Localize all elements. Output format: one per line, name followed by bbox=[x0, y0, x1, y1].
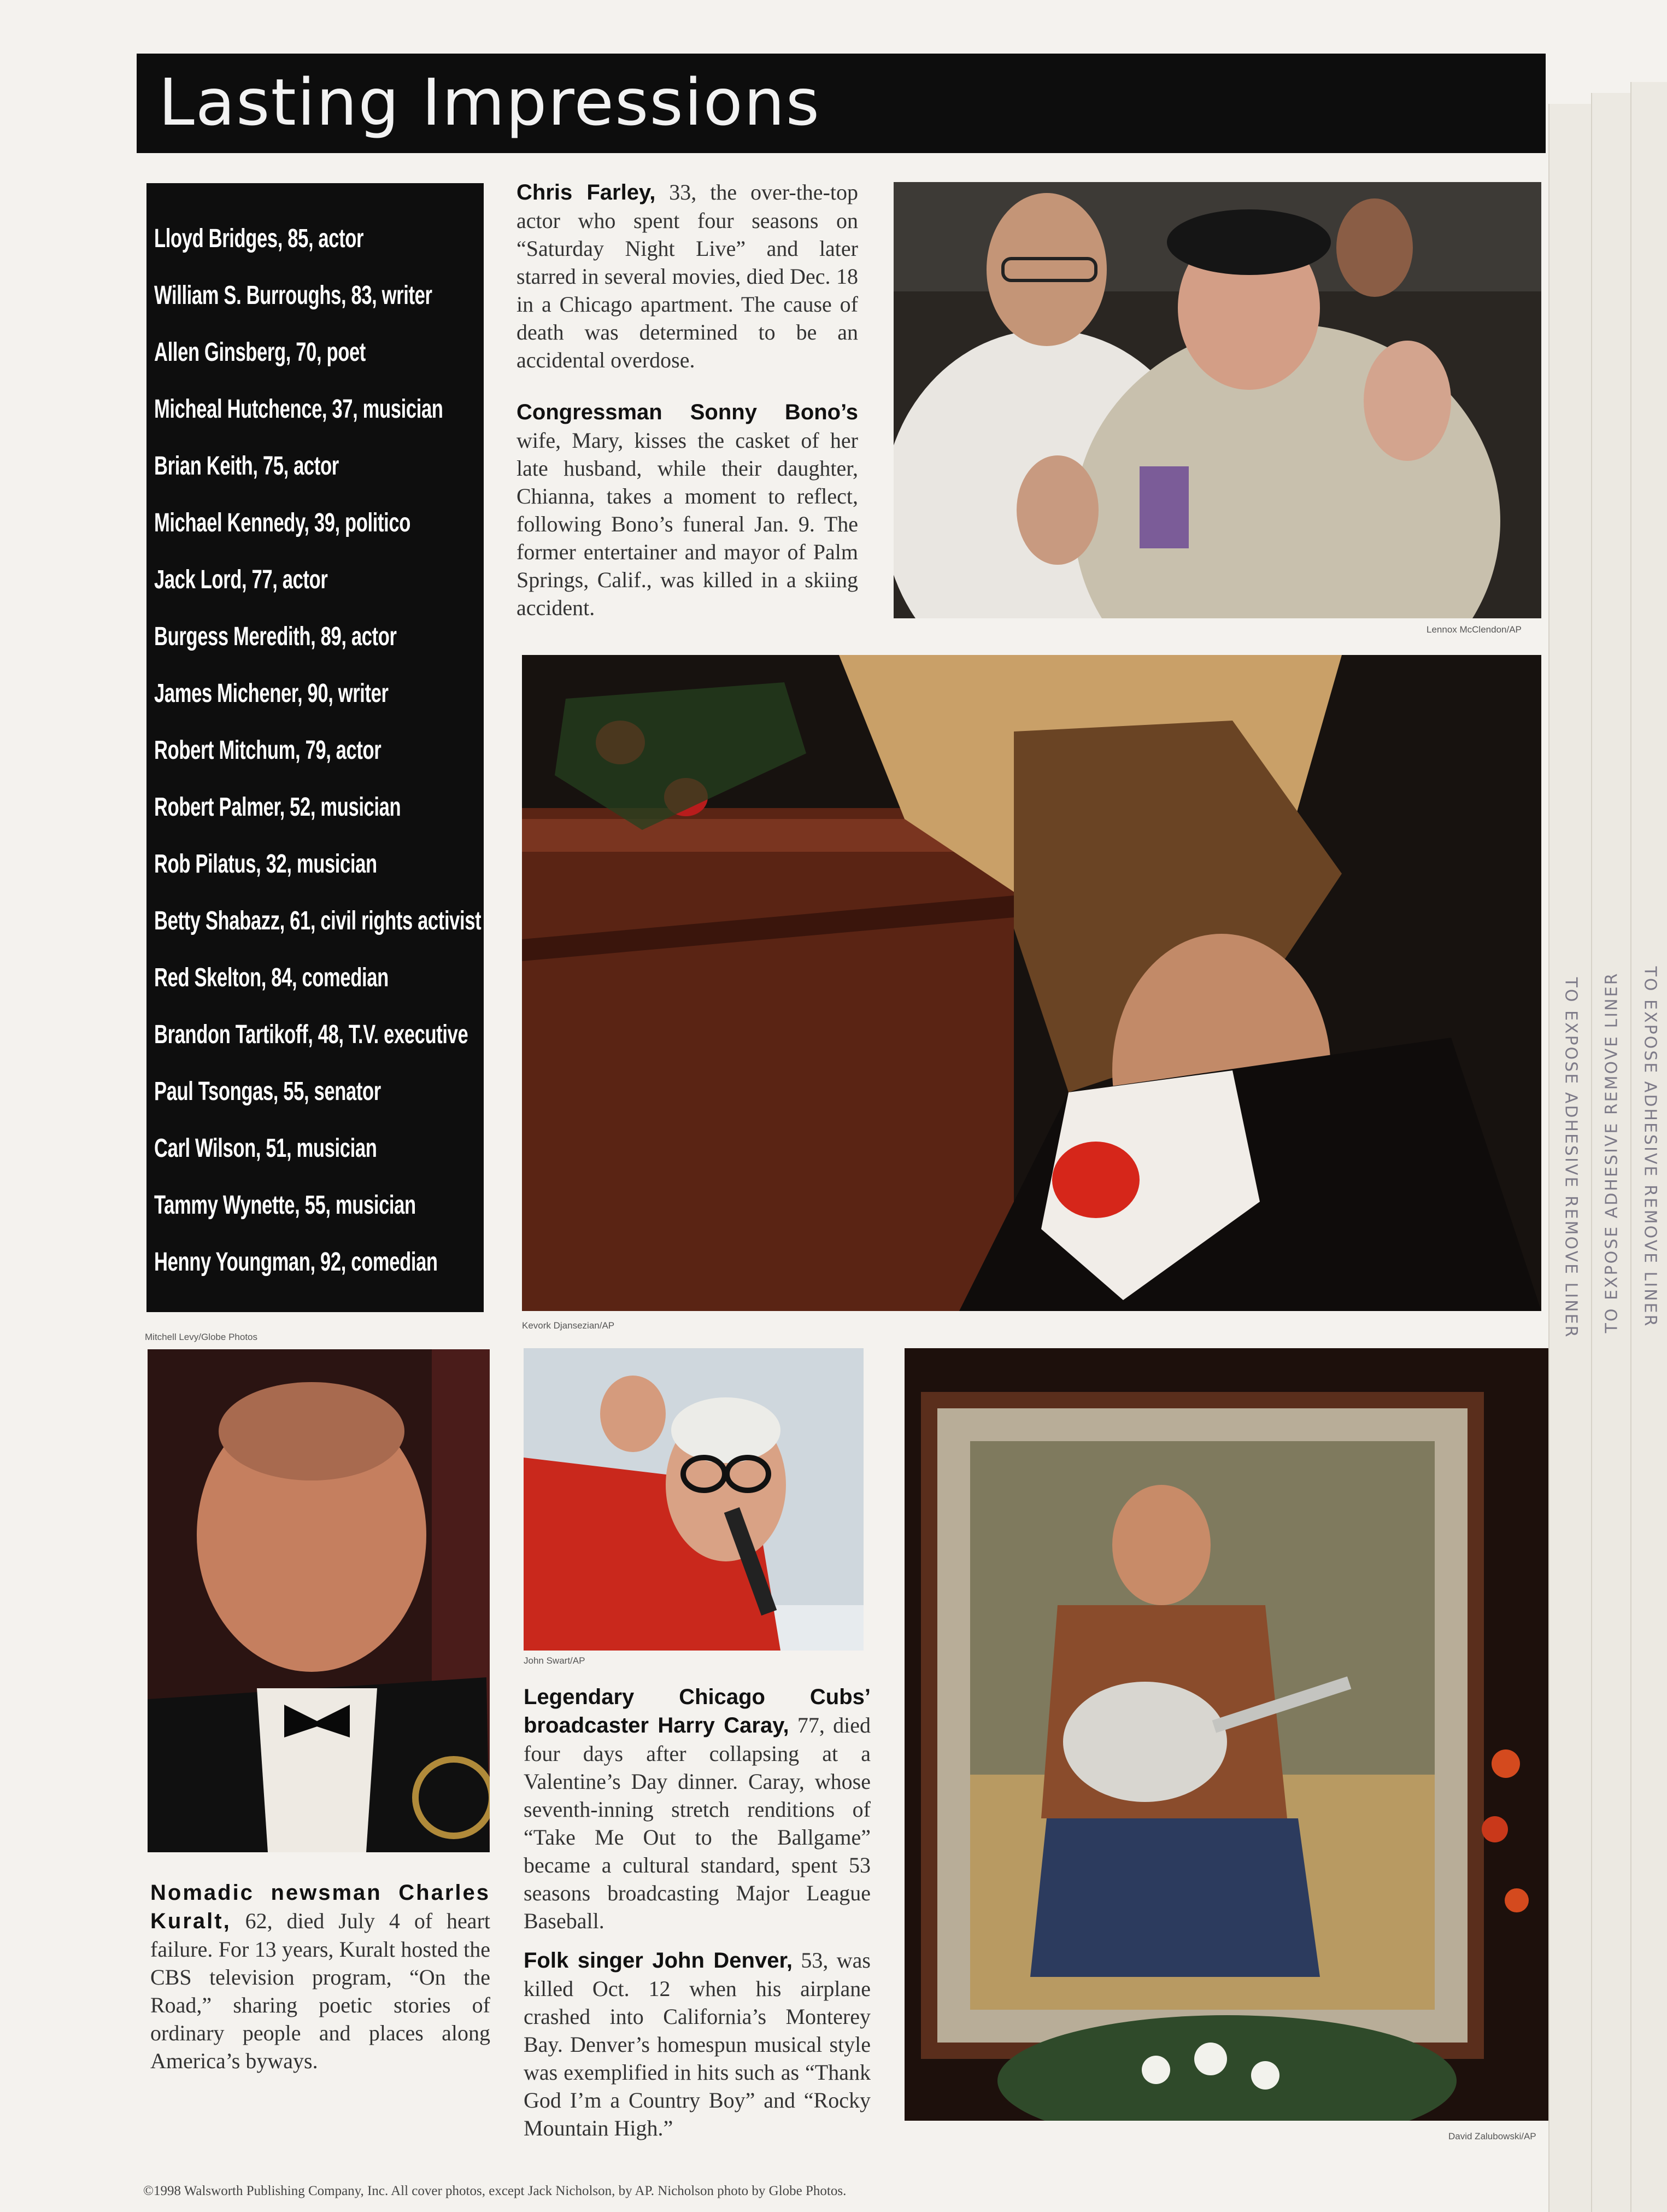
page-title: Lasting Impressions bbox=[159, 65, 821, 140]
caray-text: 77, died four days after collapsing at a Valentine’s Day dinner. Caray, whose seventh-inning stretch renditions of “Take Me Out to the Ballgame” became a cultural standard, spent 53 seasons broadcasting Major League Baseball. bbox=[524, 1713, 871, 1933]
liner-instruction: TO EXPOSE ADHESIVE REMOVE LINER bbox=[1640, 966, 1659, 1328]
farley-photo-credit: Lennox McClendon/AP bbox=[1427, 624, 1522, 635]
list-item: Henny Youngman, 92, comedian bbox=[154, 1248, 438, 1277]
farley-photo bbox=[894, 182, 1541, 618]
caray-photo bbox=[524, 1348, 864, 1651]
list-item: Robert Mitchum, 79, actor bbox=[154, 736, 381, 765]
farley-lead: Chris Farley, bbox=[516, 180, 656, 204]
denver-photo-credit: David Zalubowski/AP bbox=[1448, 2131, 1536, 2141]
copyright-footer: ©1998 Walsworth Publishing Company, Inc. All cover photos, except Jack Nicholson, by AP. Nicholson photo by Globe Photos. bbox=[143, 2184, 847, 2198]
list-item: Michael Kennedy, 39, politico bbox=[154, 508, 411, 537]
kuralt-text: 62, died July 4 of heart failure. For 13 years, Kuralt hosted the CBS television program, “On the Road,” sharing poetic stories of ordinary people and places along America’s byways. bbox=[150, 1909, 490, 2073]
adhesive-liner-strip[interactable] bbox=[1630, 82, 1667, 2212]
farley-text: 33, the over-the-top actor who spent four seasons on “Saturday Night Live” and later starred in several movies, died Dec. 18 in a Chicago apartment. The cause of death was determined to be an accidental overdose. bbox=[516, 180, 858, 372]
names-list-panel bbox=[146, 183, 484, 1312]
denver-text: 53, was killed Oct. 12 when his airplane crashed into California’s Monterey Bay. Denver’s homespun musical style was exemplified in hits such as “Thank God I’m a Country Boy” and “Rocky Mountain High.” bbox=[524, 1948, 871, 2140]
list-item: Micheal Hutchence, 37, musician bbox=[154, 395, 443, 424]
bono-funeral-photo bbox=[522, 655, 1541, 1311]
adhesive-liner-strip[interactable] bbox=[1591, 93, 1633, 2212]
denver-memorial-photo bbox=[905, 1348, 1548, 2121]
liner-instruction: TO EXPOSE ADHESIVE REMOVE LINER bbox=[1561, 977, 1581, 1339]
list-item: James Michener, 90, writer bbox=[154, 679, 389, 708]
caray-photo-credit: John Swart/AP bbox=[524, 1655, 585, 1666]
list-item: Betty Shabazz, 61, civil rights activist bbox=[154, 906, 482, 935]
bono-photo-credit: Kevork Djansezian/AP bbox=[522, 1320, 615, 1331]
denver-lead: Folk singer John Denver, bbox=[524, 1948, 793, 1973]
kuralt-photo-credit: Mitchell Levy/Globe Photos bbox=[145, 1332, 257, 1342]
list-item: Brian Keith, 75, actor bbox=[154, 452, 339, 481]
denver-caption bbox=[524, 1946, 871, 2142]
farley-caption bbox=[516, 178, 858, 374]
list-item: Red Skelton, 84, comedian bbox=[154, 963, 389, 992]
list-item: Lloyd Bridges, 85, actor bbox=[154, 224, 364, 253]
caray-lead: Legendary Chicago Cubs’ broadcaster Harry Caray, bbox=[524, 1685, 871, 1737]
kuralt-photo bbox=[148, 1349, 490, 1852]
adhesive-liner-strip[interactable] bbox=[1548, 104, 1593, 2212]
list-item: Jack Lord, 77, actor bbox=[154, 565, 328, 594]
bono-lead: Congressman Sonny Bono’s bbox=[516, 400, 858, 424]
list-item: Burgess Meredith, 89, actor bbox=[154, 622, 397, 651]
list-item: Robert Palmer, 52, musician bbox=[154, 793, 401, 822]
liner-instruction: TO EXPOSE ADHESIVE REMOVE LINER bbox=[1602, 972, 1622, 1333]
list-item: William S. Burroughs, 83, writer bbox=[154, 281, 432, 310]
list-item: Tammy Wynette, 55, musician bbox=[154, 1191, 416, 1220]
bono-text: wife, Mary, kisses the casket of her late husband, while their daughter, Chianna, takes a moment to reflect, following Bono’s funeral Jan. 9. The former entertainer and mayor of Palm Springs, Calif., was killed in a skiing accident. bbox=[516, 428, 858, 620]
list-item: Brandon Tartikoff, 48, T.V. executive bbox=[154, 1020, 468, 1049]
kuralt-lead: Nomadic newsman Charles Kuralt, bbox=[150, 1881, 490, 1933]
caray-caption bbox=[524, 1683, 871, 1935]
list-item: Carl Wilson, 51, musician bbox=[154, 1134, 377, 1163]
kuralt-caption bbox=[150, 1879, 490, 2075]
list-item: Allen Ginsberg, 70, poet bbox=[154, 338, 366, 367]
list-item: Paul Tsongas, 55, senator bbox=[154, 1077, 381, 1106]
names-list bbox=[154, 210, 482, 1291]
list-item: Rob Pilatus, 32, musician bbox=[154, 850, 377, 879]
bono-caption bbox=[516, 398, 858, 622]
